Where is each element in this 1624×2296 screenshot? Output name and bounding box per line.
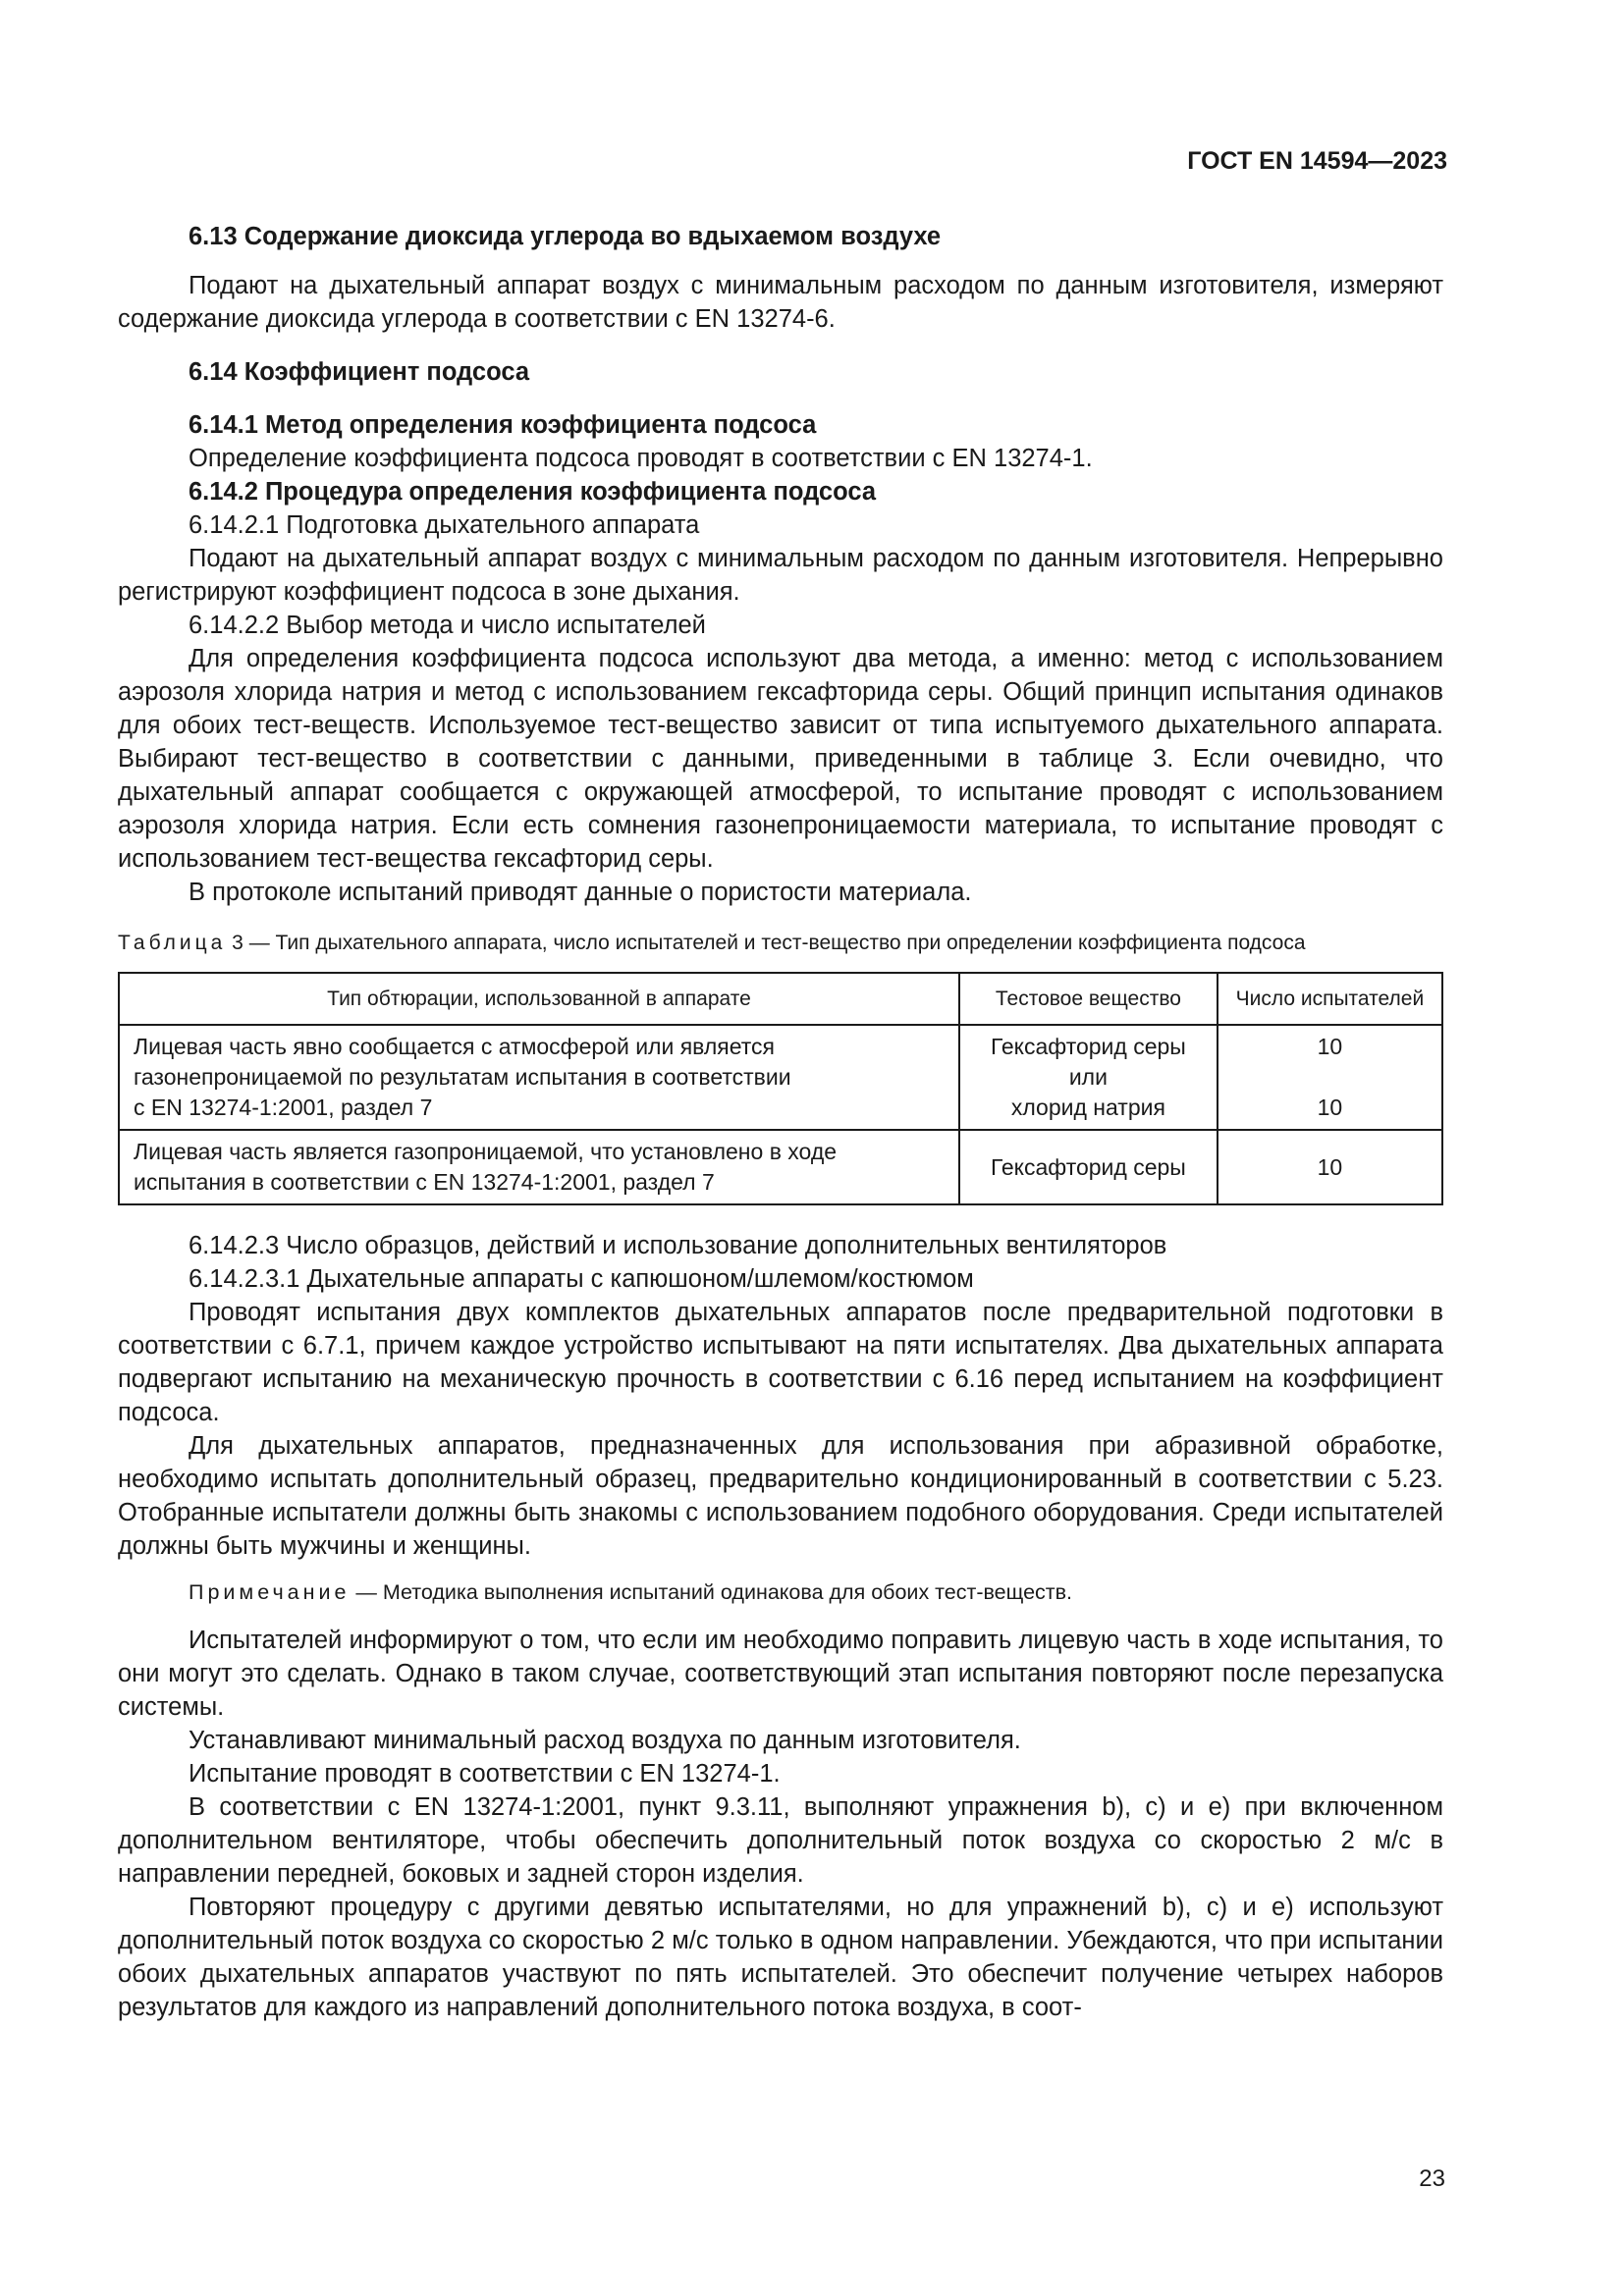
table-cell [119, 1025, 959, 1130]
section-6-14-2-3-heading: 6.14.2.3 Число образцов, действий и использование дополнительных вентиляторов [189, 1232, 1167, 1259]
note [118, 1576, 1443, 1608]
table-cell-line: Гексафторид серы [990, 1034, 1186, 1059]
page-number: 23 [1419, 2165, 1445, 2192]
table-header-row [119, 973, 1442, 1025]
section-6-14-1-heading: 6.14.1 Метод определения коэффициента подсоса [189, 411, 817, 439]
paragraph: Повторяют процедуру с другими девятью испытателями, но для упражнений b), c) и e) используют дополнительный поток воздуха со скоростью 2 м/с только в одном направлении. Убеждаются, что при испытании обоих дыхательных аппаратов участвуют по пять испытателей. Это обеспечит получение четырех наборов результатов для каждого из направлений дополнительного потока воздуха, в соот- [118, 1894, 1443, 2021]
section-6-14-2-heading: 6.14.2 Процедура определения коэффициента подсоса [189, 478, 877, 506]
table-cell-line: испытания в соответствии с EN 13274-1:2001, раздел 7 [134, 1169, 715, 1195]
table-cell-line: Лицевая часть явно сообщается с атмосферой или является [134, 1034, 775, 1059]
table-cell-line: 10 [1317, 1034, 1343, 1059]
table-header-cell: Тип обтюрации, использованной в аппарате [119, 973, 959, 1025]
table-header-cell: Тестовое вещество [959, 973, 1218, 1025]
paragraph: В соответствии с EN 13274-1:2001, пункт 9.3.11, выполняют упражнения b), c) и e) при включенном дополнительном вентиляторе, чтобы обеспечить дополнительный поток воздуха со скоростью 2 м/с в направлении передней, боковых и задней сторон изделия. [118, 1793, 1443, 1888]
table-cell-line: 10 [1317, 1095, 1343, 1120]
table-caption-text: 3 — Тип дыхательного аппарата, число испытателей и тест-вещество при определении коэффициента подсоса [226, 932, 1306, 954]
table-cell-line: или [1068, 1064, 1108, 1090]
section-6-14-2-3-1-heading: 6.14.2.3.1 Дыхательные аппараты с капюшоном/шлемом/костюмом [189, 1265, 974, 1293]
table-cell-line: газонепроницаемой по результатам испытания в соответствии [134, 1064, 791, 1090]
note-text: — Методика выполнения испытаний одинакова для обоих тест-веществ. [350, 1580, 1073, 1604]
section-6-13-heading: 6.13 Содержание диоксида углерода во вдыхаемом воздухе [189, 223, 942, 250]
paragraph: Для дыхательных аппаратов, предназначенных для использования при абразивной обработке, необходимо испытать дополнительный образец, предварительно кондиционированный в соответствии с 5.23. Отобранные испытатели должны быть знакомы с использованием подобного оборудования. Среди испытателей должны быть мужчины и женщины. [118, 1432, 1443, 1560]
table-cell: Гексафторид серы [959, 1130, 1218, 1204]
paragraph: Проводят испытания двух комплектов дыхательных аппаратов после предварительной подготовки в соответствии с 6.7.1, причем каждое устройство испытывают на пяти испытателях. Два дыхательных аппарата подвергают испытанию на механическую прочность в соответствии с 6.16 перед испытанием на коэффициент подсоса. [118, 1299, 1443, 1426]
section-6-14-2-1-heading: 6.14.2.1 Подготовка дыхательного аппарата [189, 511, 700, 539]
table-cell-line [1232, 1062, 1428, 1093]
section-6-14-2-1-paragraph: Подают на дыхательный аппарат воздух с минимальным расходом по данным изготовителя. Непрерывно регистрируют коэффициент подсоса в зоне дыхания. [118, 545, 1443, 606]
section-6-14-2-2-paragraph-2: В протоколе испытаний приводят данные о пористости материала. [189, 879, 972, 906]
section-6-13-paragraph: Подают на дыхательный аппарат воздух с минимальным расходом по данным изготовителя, измеряют содержание диоксида углерода в соответствии с EN 13274-6. [118, 272, 1443, 333]
table-row [119, 1025, 1442, 1130]
table-cell [119, 1130, 959, 1204]
page-content [118, 220, 1443, 2024]
document-code: ГОСТ EN 14594—2023 [1187, 147, 1447, 175]
table-cell: 10 [1218, 1130, 1442, 1204]
table-3-caption [118, 929, 1443, 958]
table-caption-label: Таблица [118, 932, 227, 954]
paragraph: Устанавливают минимальный расход воздуха по данным изготовителя. [189, 1727, 1021, 1754]
table-cell-line: хлорид натрия [1010, 1095, 1165, 1120]
table-row [119, 1130, 1442, 1204]
table-cell-line: с EN 13274-1:2001, раздел 7 [134, 1095, 433, 1120]
table-cell [959, 1025, 1218, 1130]
table-header-cell: Число испытателей [1218, 973, 1442, 1025]
note-label: Примечание [189, 1580, 351, 1604]
table-cell-line: Лицевая часть является газопроницаемой, что установлено в ходе [134, 1139, 838, 1164]
paragraph: Испытание проводят в соответствии с EN 13274-1. [189, 1760, 781, 1788]
table-cell [1218, 1025, 1442, 1130]
paragraph: Испытателей информируют о том, что если им необходимо поправить лицевую часть в ходе испытания, то они могут это сделать. Однако в таком случае, соответствующий этап испытания повторяют после перезапуска системы. [118, 1627, 1443, 1721]
section-6-14-2-2-heading: 6.14.2.2 Выбор метода и число испытателей [189, 612, 706, 639]
section-6-14-heading: 6.14 Коэффициент подсоса [189, 358, 530, 386]
section-6-14-1-paragraph: Определение коэффициента подсоса проводят в соответствии с EN 13274-1. [189, 445, 1093, 472]
section-6-14-2-2-paragraph: Для определения коэффициента подсоса используют два метода, а именно: метод с использованием аэрозоля хлорида натрия и метод с использованием гексафторида серы. Общий принцип испытания одинаков для обоих тест-веществ. Используемое тест-вещество зависит от типа испытуемого дыхательного аппарата. Выбирают тест-вещество в соответствии с данными, приведенными в таблице 3. Если очевидно, что дыхательный аппарат сообщается с окружающей атмосферой, то испытание проводят с использованием аэрозоля хлорида натрия. Если есть сомнения газонепроницаемости материала, то испытание проводят с использованием тест-вещества гексафторид серы. [118, 645, 1443, 873]
table-3 [118, 972, 1443, 1205]
